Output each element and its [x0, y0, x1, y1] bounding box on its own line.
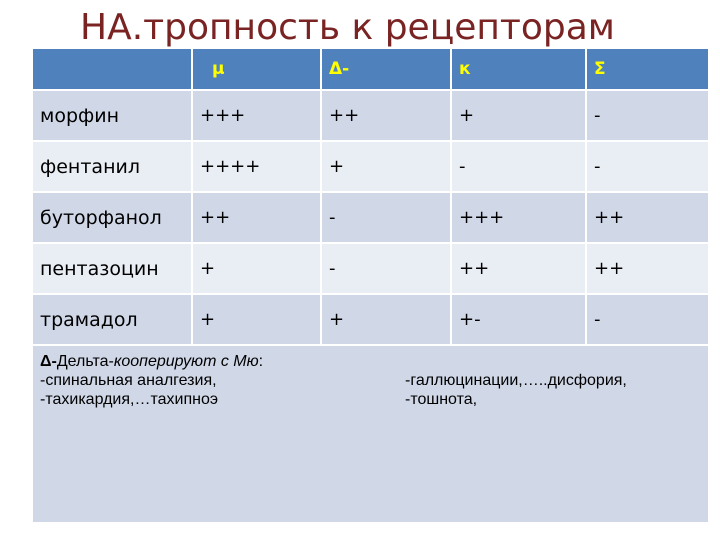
footnote-delta-colon: : [258, 353, 264, 370]
drug-name-cell: пентазоцин [32, 243, 192, 294]
table-row [32, 243, 709, 294]
header-cell-mu [192, 48, 321, 90]
table-row [32, 294, 709, 345]
footnote-line-2 [40, 371, 701, 390]
receptor-affinity-table [31, 47, 710, 524]
slide-title: НА.тропность к рецепторам [80, 7, 615, 48]
header-cell-empty [32, 48, 192, 90]
delta-value-cell: ++ [321, 90, 451, 141]
drug-name-cell: трамадол [32, 294, 192, 345]
mu-value-cell: + [192, 294, 321, 345]
delta-value-cell: - [321, 243, 451, 294]
footnote-delta-name: Дельта- [56, 353, 114, 370]
footnote-line-1 [40, 352, 701, 371]
header-cell-delta: Δ- [321, 48, 451, 90]
mu-value-cell: ++++ [192, 141, 321, 192]
drug-name-cell: фентанил [32, 141, 192, 192]
drug-name-cell: морфин [32, 90, 192, 141]
table-row [32, 90, 709, 141]
sigma-value-cell: ++ [586, 243, 709, 294]
table-row [32, 141, 709, 192]
header-mu-label: μ [212, 59, 225, 79]
sigma-value-cell: - [586, 294, 709, 345]
footnote-row [32, 345, 709, 523]
sigma-value-cell: ++ [586, 192, 709, 243]
delta-value-cell: - [321, 192, 451, 243]
kappa-value-cell: +++ [451, 192, 586, 243]
footnote-delta-symbol: Δ- [40, 353, 57, 370]
footnote-line-2-left: -спинальная аналгезия, [40, 372, 217, 389]
mu-value-cell: ++ [192, 192, 321, 243]
footnote-line-3 [40, 390, 701, 409]
kappa-value-cell: + [451, 90, 586, 141]
kappa-value-cell: +- [451, 294, 586, 345]
delta-value-cell: + [321, 294, 451, 345]
mu-value-cell: + [192, 243, 321, 294]
footnote-line-3-left: -тахикардия,…тахипноэ [40, 391, 219, 408]
footnote-line-2-right: -галлюцинации,…..дисфория, [405, 372, 627, 389]
footnote-delta-note: кооперируют с Мю [113, 353, 259, 370]
drug-name-cell: буторфанол [32, 192, 192, 243]
table-row [32, 192, 709, 243]
kappa-value-cell: - [451, 141, 586, 192]
header-cell-kappa: к [451, 48, 586, 90]
delta-value-cell: + [321, 141, 451, 192]
sigma-value-cell: - [586, 141, 709, 192]
footnote-line-3-right: -тошнота, [405, 391, 478, 408]
mu-value-cell: +++ [192, 90, 321, 141]
table-header-row [32, 48, 709, 90]
header-cell-sigma: Σ [586, 48, 709, 90]
footnote-cell [32, 345, 709, 523]
kappa-value-cell: ++ [451, 243, 586, 294]
sigma-value-cell: - [586, 90, 709, 141]
